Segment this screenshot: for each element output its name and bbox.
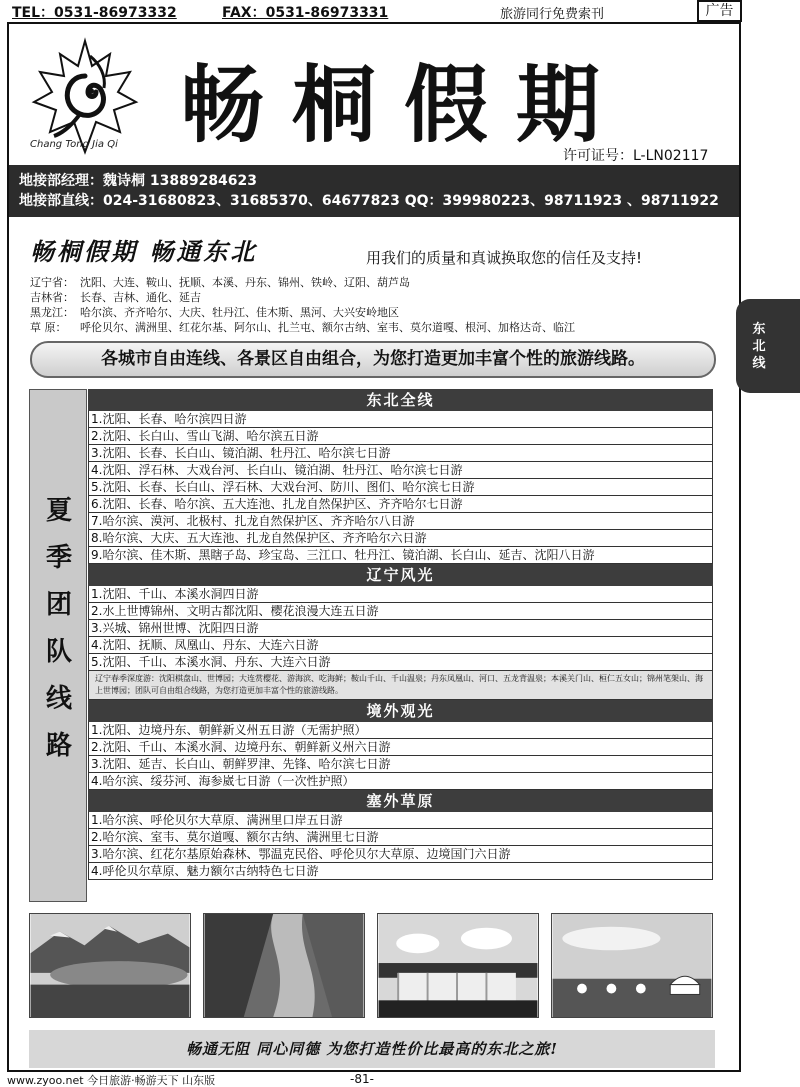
route-item: 5.沈阳、长春、长白山、浮石林、大戏台河、防川、图们、哈尔滨七日游	[88, 479, 713, 496]
region-row: 吉林省： 长春、吉林、通化、延吉	[30, 291, 201, 304]
tel-number: TEL：0531-86973332	[12, 5, 177, 21]
page-number: -81-	[350, 1072, 374, 1086]
route-item: 7.哈尔滨、漠河、北极村、扎龙自然保护区、齐齐哈尔八日游	[88, 513, 713, 530]
brand-title: 畅桐假期	[180, 55, 629, 154]
region-list	[30, 275, 575, 335]
route-item: 6.沈阳、长春、哈尔滨、五大连池、扎龙自然保护区、齐齐哈尔七日游	[88, 496, 713, 513]
section-liaoning	[88, 564, 713, 700]
promo-tagline: 用我们的质量和真诚换取您的信任及支持!	[366, 249, 643, 267]
route-table	[88, 389, 713, 880]
route-item: 3.沈阳、延吉、长白山、朝鲜罗津、先锋、哈尔滨七日游	[88, 756, 713, 773]
side-tab-northeast[interactable]	[736, 299, 800, 393]
manager-line: 地接部经理：魏诗桐 13889284623	[19, 173, 258, 189]
lake-mountain-photo	[29, 913, 191, 1018]
route-item: 2.沈阳、长白山、雪山飞湖、哈尔滨五日游	[88, 428, 713, 445]
section-header: 塞外草原	[88, 790, 713, 812]
route-item: 4.沈阳、抚顺、凤凰山、丹东、大连六日游	[88, 637, 713, 654]
route-item: 3.兴城、锦州世博、沈阳四日游	[88, 620, 713, 637]
footer-site[interactable]: www.zyoo.net 今日旅游·畅游天下 山东版	[7, 1074, 216, 1087]
route-item: 3.沈阳、长春、长白山、镜泊湖、牡丹江、哈尔滨七日游	[88, 445, 713, 462]
section-header: 东北全线	[88, 389, 713, 411]
region-row: 黑龙江： 哈尔滨、齐齐哈尔、大庆、牡丹江、佳木斯、黑河、大兴安岭地区	[30, 306, 399, 319]
region-row: 辽宁省： 沈阳、大连、鞍山、抚顺、本溪、丹东、锦州、铁岭、辽阳、葫芦岛	[30, 276, 410, 289]
route-item: 1.沈阳、千山、本溪水洞四日游	[88, 586, 713, 603]
route-item: 5.沈阳、千山、本溪水洞、丹东、大连六日游	[88, 654, 713, 671]
route-item: 2.哈尔滨、室韦、莫尔道嘎、额尔古纳、满洲里七日游	[88, 829, 713, 846]
side-tab-label: 东北线	[752, 322, 766, 371]
contact-bar	[9, 165, 739, 217]
grassland-yurt-photo	[551, 913, 713, 1018]
river-valley-photo	[203, 913, 365, 1018]
route-item: 4.沈阳、浮石林、大戏台河、长白山、镜泊湖、牡丹江、哈尔滨七日游	[88, 462, 713, 479]
route-item: 4.哈尔滨、绥芬河、海参崴七日游（一次性护照）	[88, 773, 713, 790]
direct-line: 地接部直线：024-31680823、31685370、64677823 QQ：399980223、98711923 、98711922	[19, 193, 719, 209]
side-label-box	[29, 389, 87, 902]
route-item: 2.沈阳、千山、本溪水洞、边境丹东、朝鲜新义州六日游	[88, 739, 713, 756]
promo-headline: 畅桐假期 畅通东北	[30, 237, 258, 266]
phoenix-leaf-logo-icon	[30, 36, 140, 156]
feature-banner: 各城市自由连线、各景区自由组合，为您打造更加丰富个性的旅游线路。	[30, 341, 716, 378]
section-grassland	[88, 790, 713, 880]
route-item: 8.哈尔滨、大庆、五大连池、扎龙自然保护区、齐齐哈尔六日游	[88, 530, 713, 547]
fax-number: FAX：0531-86973331	[222, 5, 389, 21]
region-row: 草 原： 呼伦贝尔、满洲里、红花尔基、阿尔山、扎兰屯、额尔古纳、室韦、莫尔道嘎、根河、加格达奇、临江	[30, 321, 575, 334]
top-contact-bar	[0, 0, 800, 22]
route-item: 1.沈阳、边境丹东、朝鲜新义州五日游（无需护照）	[88, 722, 713, 739]
liaoning-note: 辽宁春季深度游：沈阳棋盘山、世博园；大连赏樱花、游海滨、吃海鲜；鞍山千山、千山温泉；丹东凤凰山、河口、五龙背温泉；本溪关门山、桓仁五女山；锦州笔架山、海上世博园；团队可自由组合线路，为您打造更加丰富个性的旅游线路。	[88, 671, 713, 700]
route-item: 1.沈阳、长春、哈尔滨四日游	[88, 411, 713, 428]
route-item: 4.呼伦贝尔草原、魅力额尔古纳特色七日游	[88, 863, 713, 880]
license-number: 许可证号：L-LN02117	[563, 148, 709, 164]
photo-strip	[29, 913, 715, 1020]
section-header: 辽宁风光	[88, 564, 713, 586]
section-header: 境外观光	[88, 700, 713, 722]
bottom-slogan: 畅通无阻 同心同德 为您打造性价比最高的东北之旅!	[29, 1030, 715, 1068]
route-item: 1.哈尔滨、呼伦贝尔大草原、满洲里口岸五日游	[88, 812, 713, 829]
route-item: 9.哈尔滨、佳木斯、黑瞎子岛、珍宝岛、三江口、牡丹江、镜泊湖、长白山、延吉、沈阳八日游	[88, 547, 713, 564]
section-overseas	[88, 700, 713, 790]
route-item: 2.水上世博锦州、文明古都沈阳、樱花浪漫大连五日游	[88, 603, 713, 620]
waterfall-photo	[377, 913, 539, 1018]
magazine-slogan: 旅游同行免费索刊	[500, 7, 605, 22]
section-northeast	[88, 389, 713, 564]
logo-pinyin: Chang Tong Jia Qi	[30, 139, 118, 150]
route-item: 3.哈尔滨、红花尔基原始森林、鄂温克民俗、呼伦贝尔大草原、边境国门六日游	[88, 846, 713, 863]
ad-label: 广告	[697, 0, 742, 22]
side-label-text: 夏季团队线路	[45, 496, 72, 761]
